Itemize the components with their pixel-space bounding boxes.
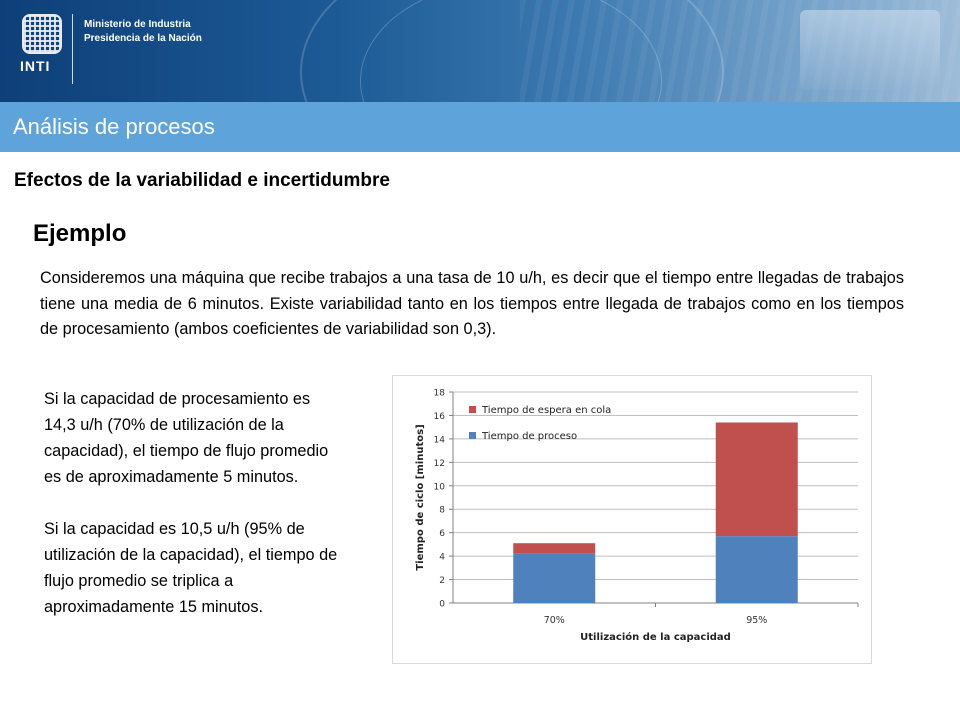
- intro-paragraph: Consideremos una máquina que recibe trabajos a una tasa de 10 u/h, es decir que el tiempo entre llegadas de trabajos tiene una media de 6 minutos. Existe variabilidad tanto en los tiempos entre llegada de trabajos como en los tiempos de procesamiento (ambos coeficientes de variabilidad son 0,3).: [40, 269, 904, 338]
- legend-label: Tiempo de proceso: [482, 431, 578, 442]
- stacked-bar-chart: [392, 375, 872, 664]
- ministry-label: [84, 18, 202, 46]
- section-bar: [0, 102, 960, 152]
- slide-subtitle: Efectos de la variabilidad e incertidumbre: [14, 170, 390, 191]
- header-banner: [0, 0, 960, 102]
- slide-heading: Ejemplo: [33, 220, 127, 247]
- inti-logo-icon: [22, 14, 62, 54]
- side-paragraph-2: Si la capacidad es 10,5 u/h (95% de utilización de la capacidad), el tiempo de flujo promedio se triplica a aproximadamente 15 minutos.: [44, 520, 338, 616]
- x-tick-label: 70%: [543, 615, 565, 626]
- side-text: [44, 386, 344, 620]
- y-tick-label: 0: [439, 599, 445, 610]
- ministry-line-1: Ministerio de Industria: [84, 19, 191, 30]
- side-paragraph-1: Si la capacidad de procesamiento es 14,3 u/h (70% de utilización de la capacidad), el tiempo de flujo promedio es de aproximadamente 5 minutos.: [44, 390, 329, 486]
- bar-segment: [513, 543, 595, 554]
- bar-segment: [716, 422, 798, 536]
- legend-label: Tiempo de espera en cola: [482, 405, 612, 416]
- y-tick-label: 18: [433, 388, 445, 399]
- bar-segment: [716, 536, 798, 603]
- x-tick-label: 95%: [746, 615, 768, 626]
- legend-swatch: [469, 406, 476, 413]
- y-tick-label: 12: [433, 458, 445, 469]
- section-title: Análisis de procesos: [13, 114, 215, 139]
- logo-text: INTI: [20, 58, 51, 74]
- ministry-line-2: Presidencia de la Nación: [84, 33, 202, 44]
- y-tick-label: 16: [433, 411, 445, 422]
- chart-canvas: [393, 376, 871, 663]
- y-tick-label: 14: [433, 435, 445, 446]
- y-axis-label: Tiempo de ciclo [minutos]: [415, 424, 426, 571]
- banner-decoration: [800, 10, 940, 90]
- y-tick-label: 10: [433, 482, 445, 493]
- y-tick-label: 2: [439, 576, 445, 587]
- y-tick-label: 6: [439, 529, 445, 540]
- y-tick-label: 4: [439, 552, 445, 563]
- y-tick-label: 8: [439, 505, 445, 516]
- bar-segment: [513, 554, 595, 603]
- legend-swatch: [469, 432, 476, 439]
- logo-divider: [72, 14, 73, 84]
- x-axis-label: Utilización de la capacidad: [580, 632, 731, 643]
